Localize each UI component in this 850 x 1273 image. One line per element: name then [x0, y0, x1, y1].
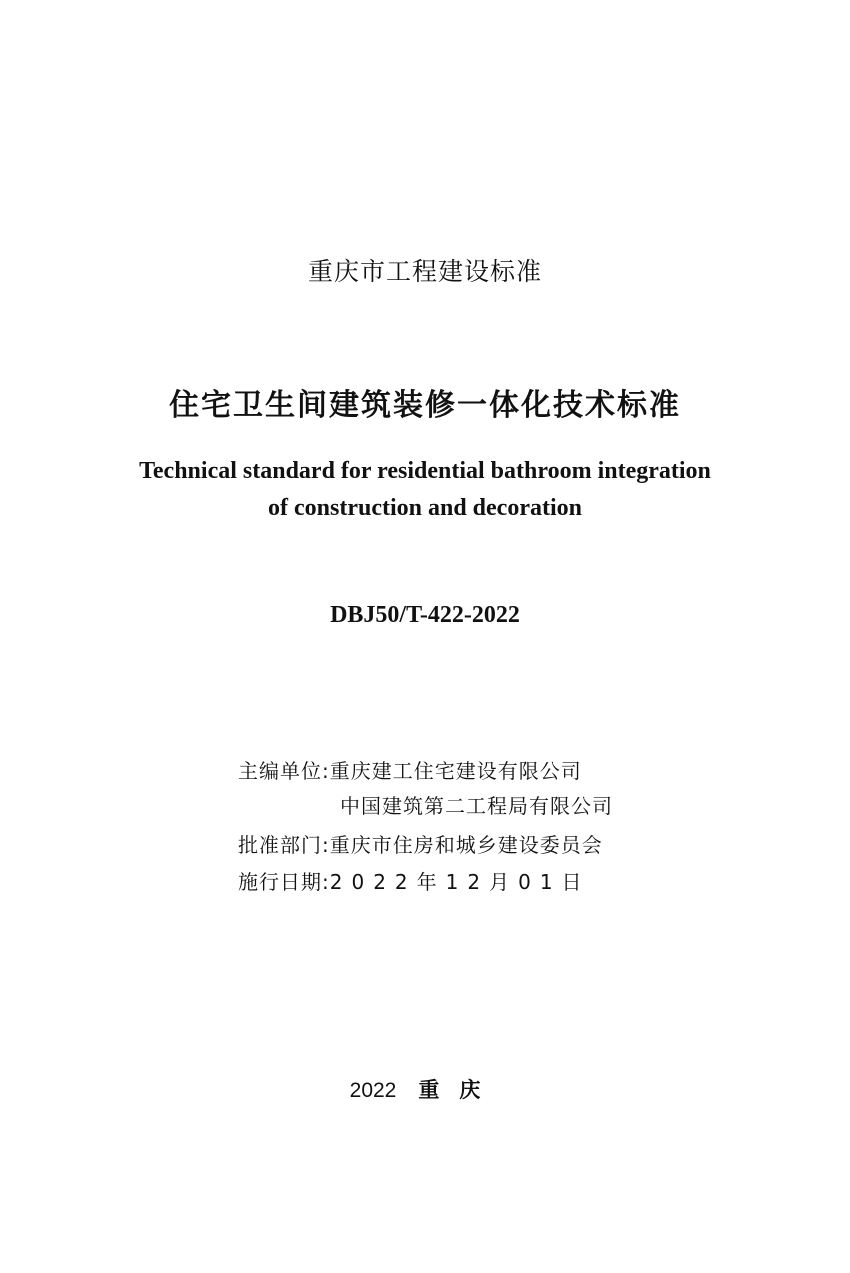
publication-city: 重庆 — [418, 1078, 501, 1102]
effective-date: 2022年12月01日 — [329, 870, 591, 894]
chinese-title: 住宅卫生间建筑装修一体化技术标准 — [169, 388, 681, 423]
standard-code: DBJ50/T-422-2022 — [330, 602, 520, 628]
publication-footer — [0, 1074, 850, 1104]
approving-department: 重庆市住房和城乡建设委员会 — [329, 833, 603, 857]
effective-date-label: 施行日期: — [238, 870, 330, 894]
chief-editor-2: 中国建筑第二工程局有限公司 — [340, 794, 613, 818]
english-title-line-1: Technical standard for residential bathroom integration — [139, 458, 711, 484]
series-title: 重庆市工程建设标准 — [307, 257, 542, 286]
english-title-line-2: of construction and decoration — [268, 495, 582, 521]
approving-department-label: 批准部门: — [238, 833, 330, 857]
effective-date-row — [238, 866, 591, 895]
approving-department-row — [238, 829, 603, 858]
chief-editor-row-2 — [340, 790, 613, 819]
publication-year: 2022 — [349, 1079, 397, 1102]
chief-editor-row — [238, 755, 582, 784]
chief-editor-1: 重庆建工住宅建设有限公司 — [329, 759, 582, 783]
chief-editor-label: 主编单位: — [238, 759, 330, 783]
